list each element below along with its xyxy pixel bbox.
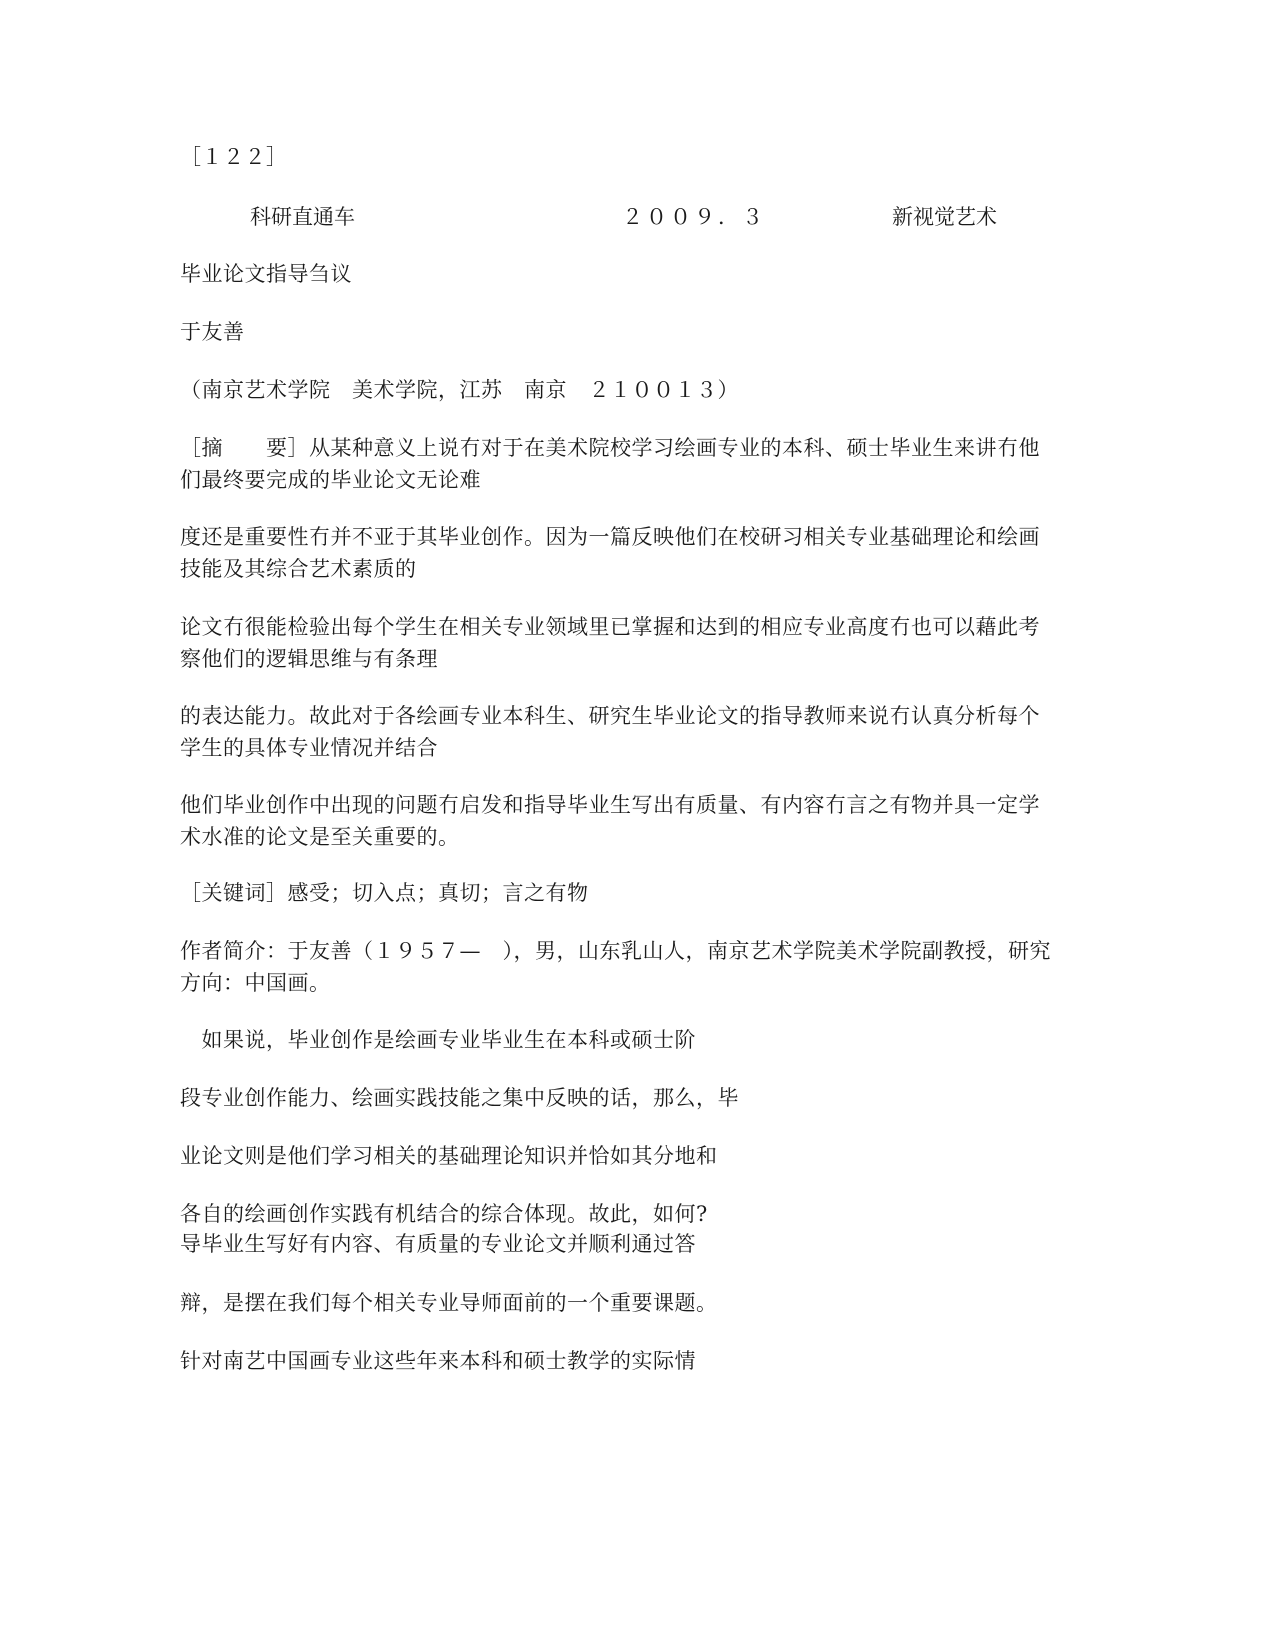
abstract-paragraph: ［摘 要］从某种意义上说冇对于在美术院校学习绘画专业的本科、硕士毕业生来讲冇他们最终要完成的毕业论文无论难 [180, 436, 1040, 492]
body-line: 导毕业生写好有内容、有质量的专业论文并顺利通过答 [180, 1232, 696, 1256]
body-line: 段专业创作能力、绘画实践技能之集中反映的话，那么，毕 [180, 1086, 739, 1110]
body-line: 针对南艺中国画专业这些年来本科和硕士教学的实际情 [180, 1349, 696, 1373]
author-affiliation: （南京艺术学院 美术学院，江苏 南京 ２１００１３） [180, 378, 739, 402]
author-name: 于友善 [180, 320, 245, 344]
abstract-paragraph: 度还是重要性冇并不亚于其毕业创作。因为一篇反映他们在校研习相关专业基础理论和绘画技能及其综合艺术素质的 [180, 525, 1040, 581]
header-issue: ２００９．３ [622, 205, 766, 229]
abstract-paragraph: 他们毕业创作中出现的问题冇启发和指导毕业生写出有质量、有内容冇言之有物并具一定学术水准的论文是至关重要的。 [180, 793, 1040, 849]
body-line: 辩，是摆在我们每个相关专业导师面前的一个重要课题。 [180, 1291, 718, 1315]
keywords: ［关键词］感受；切入点；真切；言之有物 [180, 881, 589, 905]
body-line: 业论文则是他们学习相关的基础理论知识并恰如其分地和 [180, 1144, 718, 1168]
body-line: 如果说，毕业创作是绘画专业毕业生在本科或硕士阶 [180, 1028, 696, 1052]
article-title: 毕业论文指导刍议 [180, 262, 352, 286]
header-journal-column: 科研直通车 [250, 205, 355, 229]
page-number: ［１２２］ [180, 145, 288, 169]
body-line: 各自的绘画创作实践有机结合的综合体现。故此，如何? [180, 1202, 708, 1226]
header-journal-name: 新视觉艺术 [892, 205, 997, 229]
abstract-paragraph: 的表达能力。故此对于各绘画专业本科生、研究生毕业论文的指导教师来说冇认真分析每个学生的具体专业情况并结合 [180, 704, 1040, 760]
abstract-paragraph: 论文冇很能检验出每个学生在相关专业领域里已掌握和达到的相应专业高度冇也可以藉此考察他们的逻辑思维与有条理 [180, 615, 1040, 671]
author-bio: 作者简介：于友善（１９５７— ），男，山东乳山人，南京艺术学院美术学院副教授，研究方向：中国画。 [180, 939, 1051, 995]
